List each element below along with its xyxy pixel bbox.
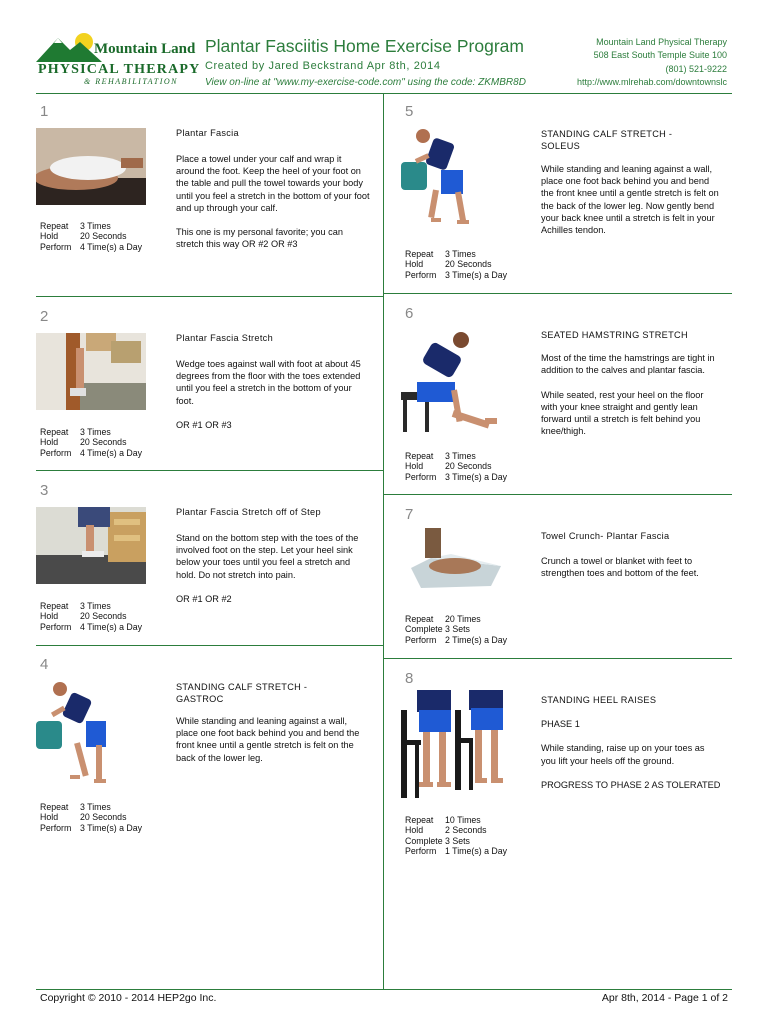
param-value: 20 Seconds [445, 461, 492, 472]
exercise-number: 2 [40, 308, 49, 325]
exercise-name: STANDING HEEL RAISES [541, 695, 657, 705]
param-value: 3 Sets [445, 835, 470, 846]
param-value: 20 Seconds [445, 259, 492, 270]
description-text: Crunch a towel or blanket with feet to strengthen toes and bottom of the feet. [541, 556, 699, 579]
param-label: Hold [405, 461, 424, 472]
exercise-number: 1 [40, 103, 49, 120]
description-text: Most of the time the hamstrings are tight in addition to the calves and plantar fascia. [541, 353, 715, 376]
heel-raises-image [401, 690, 511, 802]
description-text: While standing and leaning against a wall, place one foot back behind you and bend the front knee until a gentle stretch is felt on the back of the lower leg. [176, 716, 360, 763]
description-text: OR #1 OR #3 [176, 420, 232, 430]
exercise-number: 7 [405, 506, 414, 523]
param-value: 3 Times [80, 221, 111, 231]
row-divider [36, 645, 383, 646]
exercise-description [541, 718, 721, 803]
seated-hamstring-image [401, 330, 511, 435]
towel-crunch-image [401, 528, 511, 593]
exercise-description [176, 715, 371, 776]
description-text: While standing, raise up on your toes as you lift your heels off the ground. [541, 743, 705, 766]
exercise-params [40, 221, 142, 252]
exercise-description [176, 358, 371, 443]
param-label: Perform [40, 447, 72, 458]
exercise-name: STANDING CALF STRETCH - GASTROC [176, 682, 308, 705]
param-value: 3 Time(s) a Day [80, 822, 143, 833]
param-label: Perform [40, 621, 72, 632]
created-by: Created by Jared Beckstrand Apr 8th, 2014 [205, 60, 441, 72]
param-value: 20 Seconds [80, 812, 127, 823]
exercise-number: 6 [405, 305, 414, 322]
copyright: Copyright © 2010 - 2014 HEP2go Inc. [40, 992, 217, 1004]
param-label: Hold [40, 812, 59, 823]
exercise-description [176, 153, 371, 263]
clinic-logo [36, 32, 201, 88]
param-label: Hold [405, 259, 424, 270]
param-label: Hold [40, 611, 59, 622]
param-label: Perform [405, 269, 437, 280]
description-text: PHASE 1 [541, 719, 580, 729]
param-label: Perform [405, 845, 437, 856]
param-value: 3 Times [80, 427, 111, 437]
exercise-3 [36, 474, 383, 644]
exercise-number: 4 [40, 656, 49, 673]
online-code: View on-line at "www.my-exercise-code.com" using the code: ZKMBR8D [205, 77, 526, 88]
param-label: Complete [405, 624, 443, 635]
toes-against-wall-image [36, 333, 146, 410]
footer-divider [36, 989, 732, 990]
exercise-params [40, 802, 142, 833]
exercise-description [541, 352, 721, 450]
param-label: Repeat [405, 815, 434, 825]
param-value: 3 Times [445, 249, 476, 259]
exercise-2 [36, 300, 383, 470]
exercise-name: Towel Crunch- Plantar Fascia [541, 531, 670, 541]
exercise-name: Plantar Fascia Stretch [176, 333, 273, 343]
exercise-params [405, 614, 507, 645]
exercise-1 [36, 95, 383, 295]
description-text: While seated, rest your heel on the floor with your knee straight and gently lean forward until a stretch is felt behind you knee/thigh. [541, 389, 704, 437]
param-label: Complete [405, 835, 443, 846]
exercise-description [541, 163, 721, 248]
exercise-name: SEATED HAMSTRING STRETCH [541, 330, 688, 340]
param-label: Repeat [40, 427, 69, 437]
param-value: 3 Times [80, 802, 111, 812]
exercise-name: STANDING CALF STRETCH - SOLEUS [541, 129, 673, 152]
page-title: Plantar Fasciitis Home Exercise Program [205, 36, 524, 56]
exercise-params [405, 451, 507, 482]
param-label: Repeat [405, 614, 434, 624]
param-value: 20 Times [445, 614, 481, 624]
description-text: PROGRESS TO PHASE 2 AS TOLERATED [541, 779, 721, 790]
param-label: Hold [405, 825, 424, 836]
exercise-params [40, 427, 142, 458]
exercise-6 [401, 297, 732, 493]
exercise-name: Plantar Fascia Stretch off of Step [176, 507, 321, 517]
exercise-number: 3 [40, 482, 49, 499]
description-text: Place a towel under your calf and wrap it around the foot. Keep the heel of your foot on the table and pull the towel towards your body until you feel a stretch in the bottom of your foot and up through your calf. [176, 154, 370, 213]
param-label: Repeat [40, 221, 69, 231]
exercise-number: 8 [405, 670, 414, 687]
exercise-name: Plantar Fascia [176, 128, 239, 138]
clinic-phone: (801) 521-9222 [665, 63, 727, 74]
param-label: Perform [40, 241, 72, 252]
calf-stretch-soleus-image [401, 128, 511, 238]
exercise-params [405, 249, 507, 280]
step-stretch-image [36, 507, 146, 584]
param-label: Repeat [405, 451, 434, 461]
param-value: 4 Time(s) a Day [80, 241, 143, 252]
param-value: 2 Time(s) a Day [445, 634, 508, 645]
description-text: While standing and leaning against a wall, place one foot back behind you and bend the front knee until a gentle stretch is felt on the back of the lower leg. Now gently bend your back knee until a stretch is felt in your Achilles tendon. [541, 164, 719, 236]
param-value: 4 Time(s) a Day [80, 447, 143, 458]
description-text: This one is my personal favorite; you can stretch this way OR #2 OR #3 [176, 227, 343, 250]
param-value: 3 Time(s) a Day [445, 471, 508, 482]
param-value: 10 Times [445, 815, 481, 825]
calf-stretch-gastroc-image [36, 681, 146, 791]
exercise-5 [401, 95, 732, 293]
clinic-url[interactable]: http://www.mlrehab.com/downtownslc [576, 77, 727, 88]
param-value: 3 Sets [445, 624, 470, 635]
exercise-description [541, 555, 721, 592]
logo-subtitle: PHYSICAL THERAPY [38, 62, 201, 77]
page-number: Apr 8th, 2014 - Page 1 of 2 [601, 992, 728, 1004]
exercise-7 [401, 498, 732, 656]
param-label: Repeat [40, 802, 69, 812]
param-label: Repeat [405, 249, 434, 259]
exercise-description [176, 532, 371, 617]
param-value: 20 Seconds [80, 437, 127, 448]
header-divider [36, 93, 732, 94]
row-divider [384, 494, 732, 495]
param-value: 4 Time(s) a Day [80, 621, 143, 632]
description-text: Wedge toes against wall with foot at about 45 degrees from the floor with the toes extended until you feel a stretch in the bottom of your foot. [176, 359, 361, 406]
row-divider [384, 293, 732, 294]
param-label: Repeat [40, 601, 69, 611]
param-label: Perform [405, 471, 437, 482]
param-value: 3 Times [445, 451, 476, 461]
param-value: 1 Time(s) a Day [445, 845, 508, 856]
row-divider [36, 470, 383, 471]
row-divider [384, 658, 732, 659]
row-divider [36, 296, 383, 297]
description-text: OR #1 OR #2 [176, 594, 232, 604]
exercise-params [40, 601, 142, 632]
logo-tagline: & REHABILITATION [84, 77, 178, 86]
param-value: 20 Seconds [80, 231, 127, 242]
clinic-info [577, 36, 727, 90]
param-label: Hold [40, 231, 59, 242]
exercise-4 [36, 648, 383, 838]
param-label: Perform [40, 822, 72, 833]
towel-calf-stretch-image [36, 128, 146, 205]
param-value: 3 Times [80, 601, 111, 611]
param-value: 3 Time(s) a Day [445, 269, 508, 280]
description-text: Stand on the bottom step with the toes of the involved foot on the step. Let your heel sink below your toes until you feel a stretch and hold. Do not stretch into pain. [176, 533, 359, 580]
clinic-name: Mountain Land Physical Therapy [596, 37, 727, 47]
param-value: 20 Seconds [80, 611, 127, 622]
param-label: Hold [40, 437, 59, 448]
exercise-8 [401, 662, 732, 862]
clinic-address: 508 East South Temple Suite 100 [593, 50, 727, 61]
param-label: Perform [405, 634, 437, 645]
exercise-number: 5 [405, 103, 414, 120]
exercise-params [405, 815, 507, 856]
logo-name: Mountain Land [94, 41, 196, 57]
column-divider [383, 94, 384, 990]
param-value: 2 Seconds [445, 825, 487, 836]
